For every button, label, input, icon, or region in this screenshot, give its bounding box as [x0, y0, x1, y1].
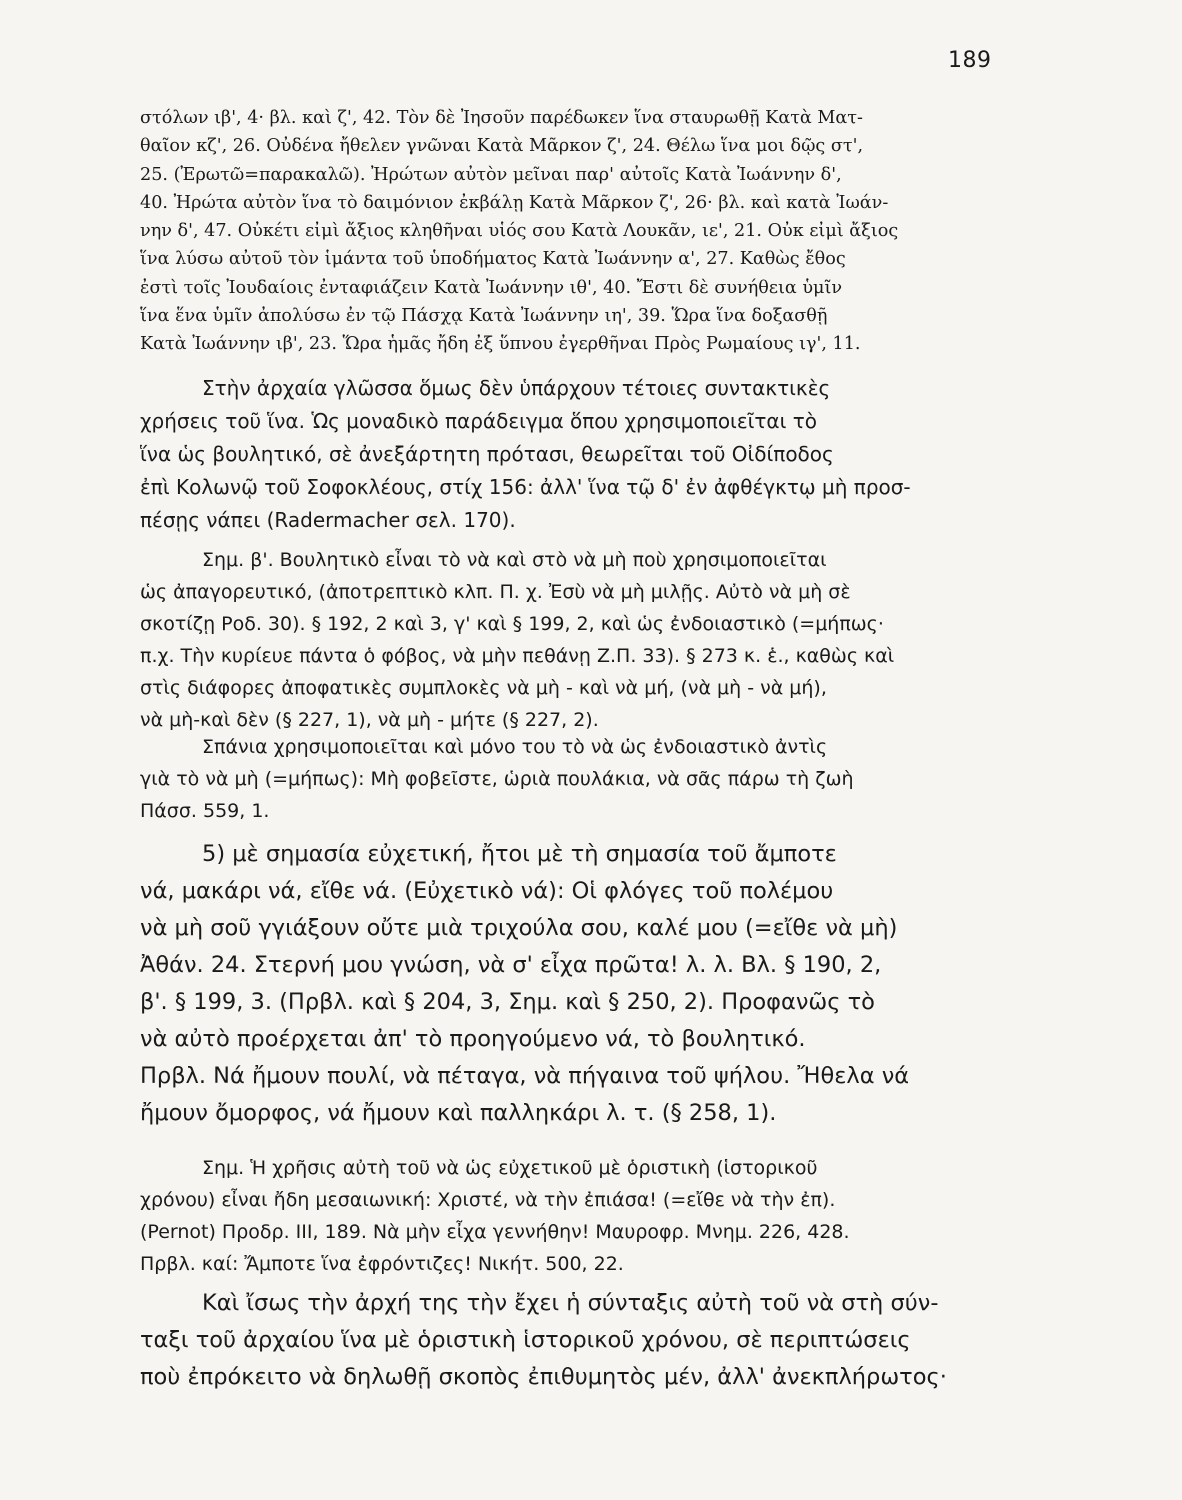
text-line: Σπάνια χρησιμοποιεῖται καὶ μόνο του τὸ νὰ ὡς ἐνδοιαστικὸ ἀντὶς — [202, 736, 828, 758]
text-line: Σημ. Ἡ χρῆσις αὐτὴ τοῦ νὰ ὡς εὐχετικοῦ μὲ ὁριστικὴ (ἱστορικοῦ — [202, 1157, 818, 1179]
text-line: χρόνου) εἶναι ἤδη μεσαιωνική: Χριστέ, νὰ τὴν ἐπιάσα! (=εἴθε νὰ τὴν ἐπ). — [140, 1189, 836, 1211]
text-line: Καὶ ἴσως τὴν ἀρχή της τὴν ἔχει ἡ σύνταξις αὐτὴ τοῦ νὰ στὴ σύν- — [202, 1290, 939, 1316]
citation-block — [140, 104, 1020, 359]
page-number: 189 — [948, 48, 992, 73]
text-line: ἐπὶ Κολωνῷ τοῦ Σοφοκλέους, στίχ 156: ἀλλ' ἵνα τῷ δ' ἐν ἀφθέγκτῳ μὴ προσ- — [140, 475, 911, 499]
closing-paragraph — [140, 1285, 1020, 1396]
text-line: Πρβλ. Νά ἤμουν πουλί, νὰ πέταγα, νὰ πήγαινα τοῦ ψήλου. Ἤθελα νά — [140, 1063, 910, 1089]
text-line: σκοτίζῃ Ροδ. 30). § 192, 2 καὶ 3, γ' καὶ § 199, 2, καὶ ὡς ἐνδοιαστικὸ (=μήπως· — [140, 613, 884, 635]
text-line: (Pernot) Προδρ. III, 189. Νὰ μὴν εἶχα γεννήθην! Μαυροφρ. Μνημ. 226, 428. — [140, 1221, 850, 1243]
text-line: π.χ. Τὴν κυρίευε πάντα ὁ φόβος, νὰ μὴν πεθάνῃ Ζ.Π. 33). § 273 κ. ἑ., καθὼς καὶ — [140, 645, 895, 667]
text-line: Κατὰ Ἰωάννην ιβ', 23. Ὥρα ἡμᾶς ἤδη ἐξ ὕπνου ἐγερθῆναι Πρὸς Ρωμαίους ιγ', 11. — [140, 334, 861, 355]
text-line: νά, μακάρι νά, εἴθε νά. (Εὐχετικὸ νά): Οἱ φλόγες τοῦ πολέμου — [140, 878, 834, 904]
text-line: νὰ μὴ-καὶ δὲν (§ 227, 1), νὰ μὴ - μήτε (§ 227, 2). — [140, 709, 599, 731]
text-line: ἵνα λύσω αὐτοῦ τὸν ἱμάντα τοῦ ὑποδήματος Κατὰ Ἰωάννην α', 27. Καθὼς ἔθος — [140, 249, 846, 270]
text-line: στόλων ιβ', 4· βλ. καὶ ζ', 42. Τὸν δὲ Ἰησοῦν παρέδωκεν ἵνα σταυρωθῇ Κατὰ Ματ- — [140, 108, 863, 128]
section-5-paragraph — [140, 836, 1020, 1132]
text-line: θαῖον κζ', 26. Οὐδένα ἤθελεν γνῶναι Κατὰ Μᾶρκον ζ', 24. Θέλω ἵνα μοι δῷς στ', — [140, 136, 864, 157]
text-line: ταξι τοῦ ἀρχαίου ἵνα μὲ ὁριστικὴ ἱστορικοῦ χρόνου, σὲ περιπτώσεις — [140, 1327, 911, 1353]
text-line: ποὺ ἐπρόκειτο νὰ δηλωθῇ σκοπὸς ἐπιθυμητὸς μέν, ἀλλ' ἀνεκπλήρωτος· — [140, 1364, 947, 1390]
body-paragraph — [140, 372, 1020, 537]
text-line: Σημ. β'. Βουλητικὸ εἶναι τὸ νὰ καὶ στὸ νὰ μὴ ποὺ χρησιμοποιεῖται — [202, 549, 827, 571]
text-line: Στὴν ἀρχαία γλῶσσα ὅμως δὲν ὑπάρχουν τέτοιες συντακτικὲς — [202, 376, 831, 400]
text-line: γιὰ τὸ νὰ μὴ (=μήπως): Μὴ φοβεῖστε, ὡριὰ πουλάκια, νὰ σᾶς πάρω τὴ ζωὴ — [140, 768, 854, 790]
text-line: 5) μὲ σημασία εὐχετική, ἤτοι μὲ τὴ σημασία τοῦ ἄμποτε — [202, 841, 837, 867]
note-paragraph — [140, 731, 1020, 827]
note-paragraph — [140, 1152, 1020, 1280]
text-line: ἐστὶ τοῖς Ἰουδαίοις ἐνταφιάζειν Κατὰ Ἰωάννην ιθ', 40. Ἔστι δὲ συνήθεια ὑμῖν — [140, 277, 843, 298]
text-line: Ἀθάν. 24. Στερνή μου γνώση, νὰ σ' εἶχα πρῶτα! λ. λ. Βλ. § 190, 2, — [140, 952, 882, 978]
text-line: νὰ αὐτὸ προέρχεται ἀπ' τὸ προηγούμενο νά, τὸ βουλητικό. — [140, 1026, 806, 1052]
text-line: πέσῃς νάπει (Radermacher σελ. 170). — [140, 508, 516, 532]
text-line: νην δ', 47. Οὐκέτι εἰμὶ ἄξιος κληθῆναι υἱός σου Κατὰ Λουκᾶν, ιε', 21. Οὐκ εἰμὶ ἄξιος — [140, 221, 899, 242]
text-line: 25. (Ἐρωτῶ=παρακαλῶ). Ἠρώτων αὐτὸν μεῖναι παρ' αὐτοῖς Κατὰ Ἰωάννην δ', — [140, 164, 842, 185]
text-line: Πάσσ. 559, 1. — [140, 800, 270, 822]
text-line: Πρβλ. καί: Ἄμποτε ἵνα ἐφρόντιζες! Νικήτ. 500, 22. — [140, 1253, 624, 1275]
text-line: χρήσεις τοῦ ἵνα. Ὡς μοναδικὸ παράδειγμα ὅπου χρησιμοποιεῖται τὸ — [140, 409, 818, 433]
text-line: β'. § 199, 3. (Πρβλ. καὶ § 204, 3, Σημ. καὶ § 250, 2). Προφανῶς τὸ — [140, 989, 875, 1015]
text-line: ὡς ἀπαγορευτικό, (ἀποτρεπτικὸ κλπ. Π. χ. Ἐσὺ νὰ μὴ μιλῇς. Αὐτὸ νὰ μὴ σὲ — [140, 581, 851, 603]
text-line: ἵνα ἕνα ὑμῖν ἀπολύσω ἐν τῷ Πάσχᾳ Κατὰ Ἰωάννην ιη', 39. Ὥρα ἵνα δοξασθῇ — [140, 306, 828, 327]
text-line: νὰ μὴ σοῦ γγιάξουν οὔτε μιὰ τριχούλα σου, καλέ μου (=εἴθε νὰ μὴ) — [140, 915, 898, 941]
text-line: στὶς διάφορες ἀποφατικὲς συμπλοκὲς νὰ μὴ - καὶ νὰ μή, (νὰ μὴ - νὰ μή), — [140, 677, 827, 699]
note-paragraph — [140, 544, 1020, 736]
text-line: 40. Ἠρώτα αὐτὸν ἵνα τὸ δαιμόνιον ἐκβάλῃ Κατὰ Μᾶρκον ζ', 26· βλ. καὶ κατὰ Ἰωάν- — [140, 192, 889, 213]
text-line: ἤμουν ὄμορφος, νά ἤμουν καὶ παλληκάρι λ. τ. (§ 258, 1). — [140, 1100, 777, 1126]
text-line: ἵνα ὡς βουλητικό, σὲ ἀνεξάρτητη πρότασι, θεωρεῖται τοῦ Οἰδίποδος — [140, 442, 834, 466]
